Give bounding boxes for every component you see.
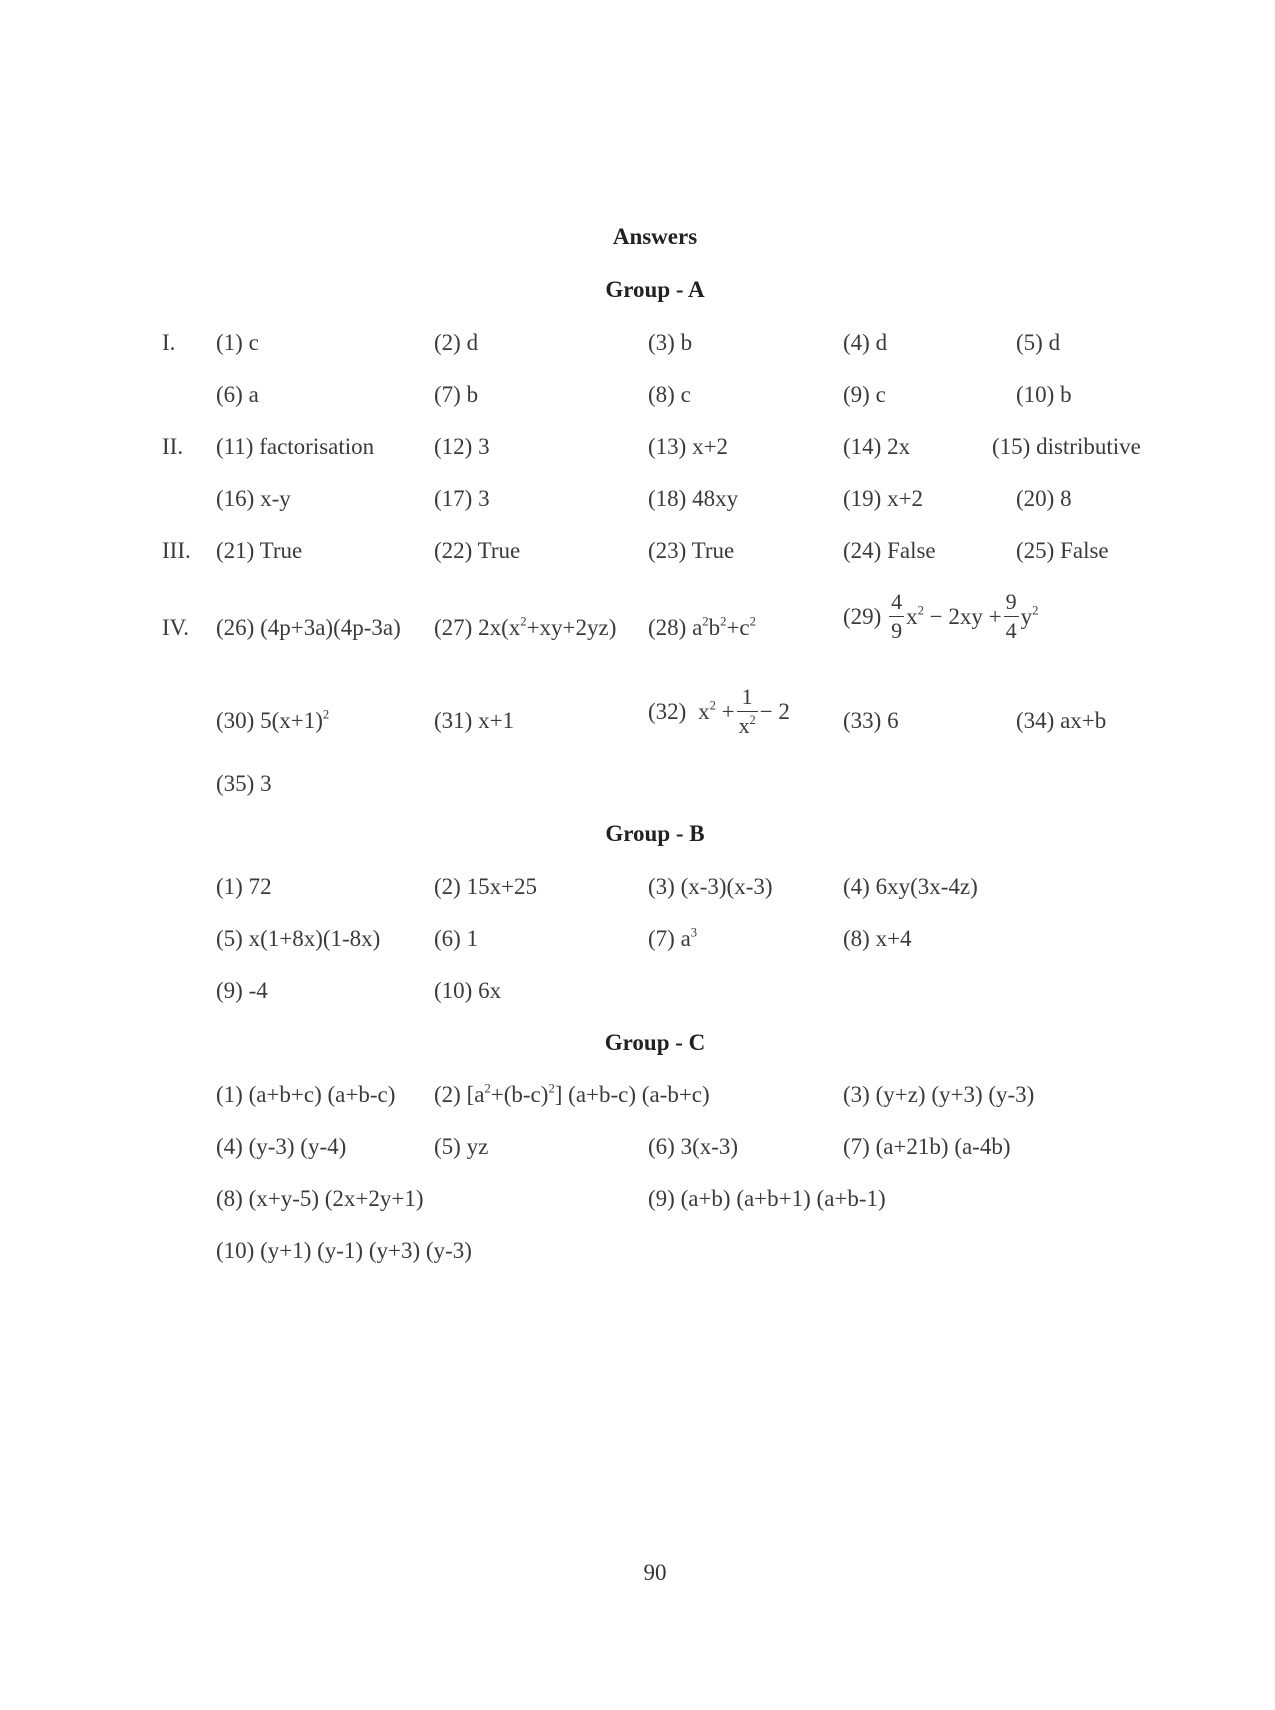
answer: (1) (a+b+c) (a+b-c) [216, 1082, 396, 1107]
answer: (2) 15x+25 [434, 874, 538, 899]
answer: (9) -4 [216, 978, 268, 1003]
group-b-heading: Group - B [605, 821, 705, 846]
answer: (23) True [648, 538, 735, 563]
answer: (11) factorisation [216, 434, 375, 459]
answer: (9) c [843, 382, 886, 407]
answer: (17) 3 [434, 486, 490, 511]
answer: (8) x+4 [843, 926, 912, 951]
answer: (35) 3 [216, 771, 272, 796]
answer: (20) 8 [1016, 486, 1072, 511]
answer: (33) 6 [843, 708, 899, 733]
answer: (10) 6x [434, 978, 502, 1003]
answer: (6) 1 [434, 926, 479, 951]
answer: (21) True [216, 538, 303, 563]
answer: (4) 6xy(3x-4z) [843, 874, 978, 899]
answer: (15) distributive [992, 434, 1141, 459]
answer: (2) $[a^2+(b-c)^2]$ (a+b-c) (a-b+c) [434, 1081, 710, 1107]
fraction: $\frac{4}{9}$ [891, 589, 903, 643]
answer: (30) $5(x+1)^2$ [216, 707, 330, 733]
answer: (26) (4p+3a)(4p-3a) [216, 615, 401, 640]
answer: (10) (y+1) (y-1) (y+3) (y-3) [216, 1238, 472, 1263]
answer: (7) $a^3$ [648, 925, 698, 951]
answer: (10) b [1016, 382, 1072, 407]
answer: (2) d [434, 330, 479, 355]
answer-fraction: (29) $\frac{4}{9}$ $x^2 - 2xy$ + $\frac{9}{4}$ $y^2$ [843, 589, 1039, 643]
answer: (3) (x-3)(x-3) [648, 874, 773, 899]
page-number: 90 [643, 1560, 667, 1585]
answer: (18) 48xy [648, 486, 739, 511]
answer: (5) x(1+8x)(1-8x) [216, 926, 381, 951]
answer: (28) $a^2b^2+c^2$ [648, 614, 756, 640]
answer: (8) c [648, 382, 691, 407]
answer: (1) c [216, 330, 259, 355]
page-title: Answers [612, 224, 698, 249]
answer: (14) 2x [843, 434, 911, 459]
answer: (9) (a+b) (a+b+1) (a+b-1) [648, 1186, 886, 1211]
answer: (16) x-y [216, 486, 291, 511]
answer: (25) False [1016, 538, 1109, 563]
answer: (19) x+2 [843, 486, 924, 511]
answer-fraction: (32) $x^2$ + $\frac{1}{x^2}$ − 2 [648, 684, 790, 738]
answer: (5) yz [434, 1134, 489, 1159]
fraction: $\frac{9}{4}$ [1005, 589, 1017, 643]
answer: (8) (x+y-5) (2x+2y+1) [216, 1186, 424, 1211]
answer: (6) a [216, 382, 259, 407]
answer: (13) x+2 [648, 434, 729, 459]
section-label: II. [162, 434, 184, 459]
answer: (3) b [648, 330, 693, 355]
answer: (31) x+1 [434, 708, 515, 733]
answer: (12) 3 [434, 434, 490, 459]
answer: (1) 72 [216, 874, 272, 899]
group-c-heading: Group - C [604, 1030, 706, 1055]
answer: (7) b [434, 382, 479, 407]
section-label: IV. [162, 615, 190, 640]
group-a-heading: Group - A [605, 277, 705, 302]
answer: (6) 3(x-3) [648, 1134, 739, 1159]
answer: (34) ax+b [1016, 708, 1107, 733]
section-label: I. [162, 330, 176, 355]
answer: (3) (y+z) (y+3) (y-3) [843, 1082, 1035, 1107]
fraction: $\frac{1}{x^2}$ [738, 684, 756, 738]
answer: (27) $2x(x^2+xy+2yz)$ [434, 614, 617, 640]
answer: (22) True [434, 538, 521, 563]
answer: (5) d [1016, 330, 1061, 355]
answer: (4) (y-3) (y-4) [216, 1134, 347, 1159]
section-label: III. [162, 538, 191, 563]
answer: (7) (a+21b) (a-4b) [843, 1134, 1011, 1159]
answer: (4) d [843, 330, 888, 355]
answer: (24) False [843, 538, 936, 563]
